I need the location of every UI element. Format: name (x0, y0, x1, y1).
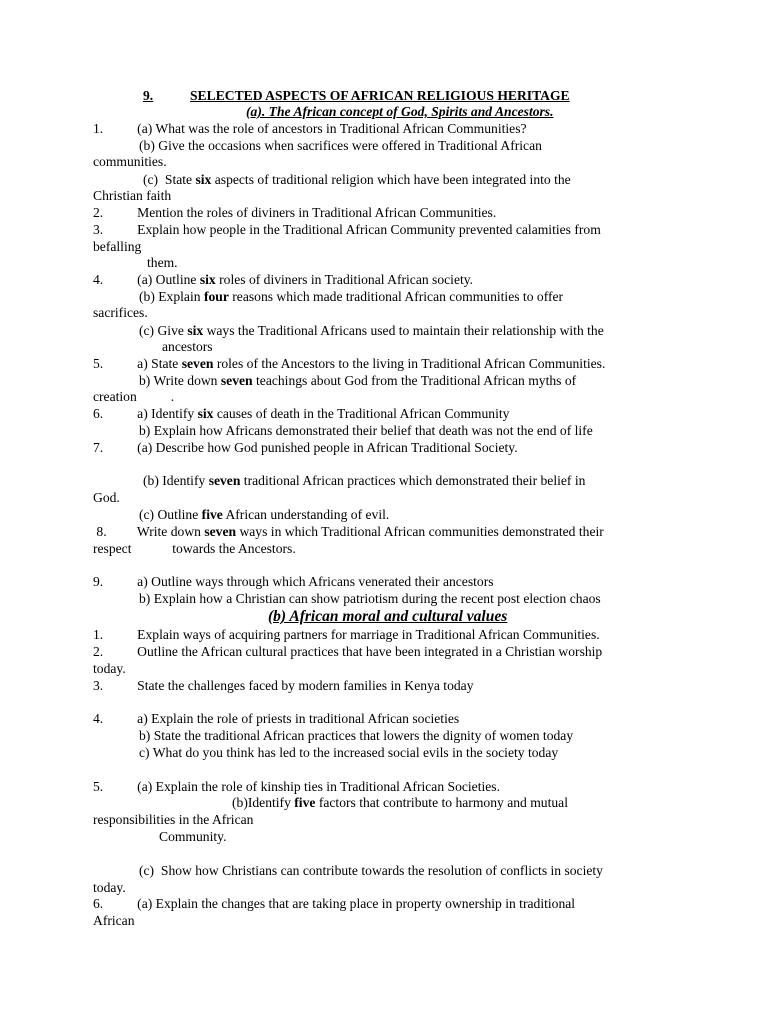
question-4b-cont: sacrifices. (93, 305, 148, 320)
b-question-4c: c) What do you think has led to the increased social evils in the society today (139, 745, 559, 760)
question-6a: 6. a) Identify six causes of death in the Traditional African Community (93, 406, 510, 421)
question-9a: 9. a) Outline ways through which Africans venerated their ancestors (93, 574, 494, 589)
question-1c: (c) State six aspects of traditional religion which have been integrated into the (143, 172, 571, 187)
b-question-3: 3. State the challenges faced by modern families in Kenya today (93, 678, 474, 693)
subtitle-b: (b) African moral and cultural values (268, 608, 508, 625)
question-4a: 4. (a) Outline six roles of diviners in Traditional African society. (93, 272, 474, 287)
heading-title: SELECTED ASPECTS OF AFRICAN RELIGIOUS HERITAGE (190, 88, 570, 103)
question-4c: (c) Give six ways the Traditional Africans used to maintain their relationship with the (139, 323, 604, 338)
question-7c: (c) Outline five African understanding of evil. (139, 507, 390, 522)
question-1b-cont: communities. (93, 154, 167, 169)
b-question-2-cont: today. (93, 661, 126, 676)
b-question-5a: 5. (a) Explain the role of kinship ties in Traditional African Societies. (93, 779, 500, 794)
question-4c-cont: ancestors (162, 339, 213, 354)
question-1b: (b) Give the occasions when sacrifices were offered in Traditional African (139, 138, 542, 153)
question-6b: b) Explain how Africans demonstrated their belief that death was not the end of life (139, 423, 593, 438)
b-question-5b-cont2: Community. (159, 829, 227, 844)
question-7b: (b) Identify seven traditional African practices which demonstrated their belief in (143, 473, 586, 488)
b-question-6a: 6. (a) Explain the changes that are taking place in property ownership in traditional (93, 896, 576, 911)
question-2: 2. Mention the roles of diviners in Traditional African Communities. (93, 205, 497, 220)
b-question-5c-cont: today. (93, 880, 126, 895)
b-question-6a-cont: African (93, 913, 135, 928)
b-question-5c: (c) Show how Christians can contribute towards the resolution of conflicts in society (139, 863, 603, 878)
b-question-2: 2. Outline the African cultural practices that have been integrated in a Christian worship (93, 644, 603, 659)
b-question-4b: b) State the traditional African practices that lowers the dignity of women today (139, 728, 574, 743)
question-5b-cont: creation . (93, 389, 175, 404)
b-question-1: 1. Explain ways of acquiring partners for marriage in Traditional African Communities. (93, 627, 600, 642)
heading-number: 9. (143, 88, 154, 103)
subtitle-a: (a). The African concept of God, Spirits and Ancestors. (246, 104, 554, 119)
b-question-5b: (b)Identify five factors that contribute to harmony and mutual (232, 795, 568, 810)
question-8: 8. Write down seven ways in which Traditional African communities demonstrated their (93, 524, 604, 539)
question-5a: 5. a) State seven roles of the Ancestors to the living in Traditional African Communities. (93, 356, 606, 371)
question-3: 3. Explain how people in the Traditional African Community prevented calamities from (93, 222, 601, 237)
question-4b: (b) Explain four reasons which made traditional African communities to offer (139, 289, 564, 304)
question-8-cont: respect towards the Ancestors. (93, 541, 296, 556)
b-question-4a: 4. a) Explain the role of priests in traditional African societies (93, 711, 460, 726)
question-7a: 7. (a) Describe how God punished people in African Traditional Society. (93, 440, 518, 455)
question-1c-cont: Christian faith (93, 188, 172, 203)
b-question-5b-cont: responsibilities in the African (93, 812, 254, 827)
question-3-cont: befalling (93, 239, 142, 254)
question-3-cont2: them. (147, 255, 178, 270)
question-5b: b) Write down seven teachings about God from the Traditional African myths of (139, 373, 577, 388)
question-9b: b) Explain how a Christian can show patriotism during the recent post election chaos (139, 591, 601, 606)
question-7b-cont: God. (93, 490, 120, 505)
question-1a: 1. (a) What was the role of ancestors in Traditional African Communities? (93, 121, 527, 136)
